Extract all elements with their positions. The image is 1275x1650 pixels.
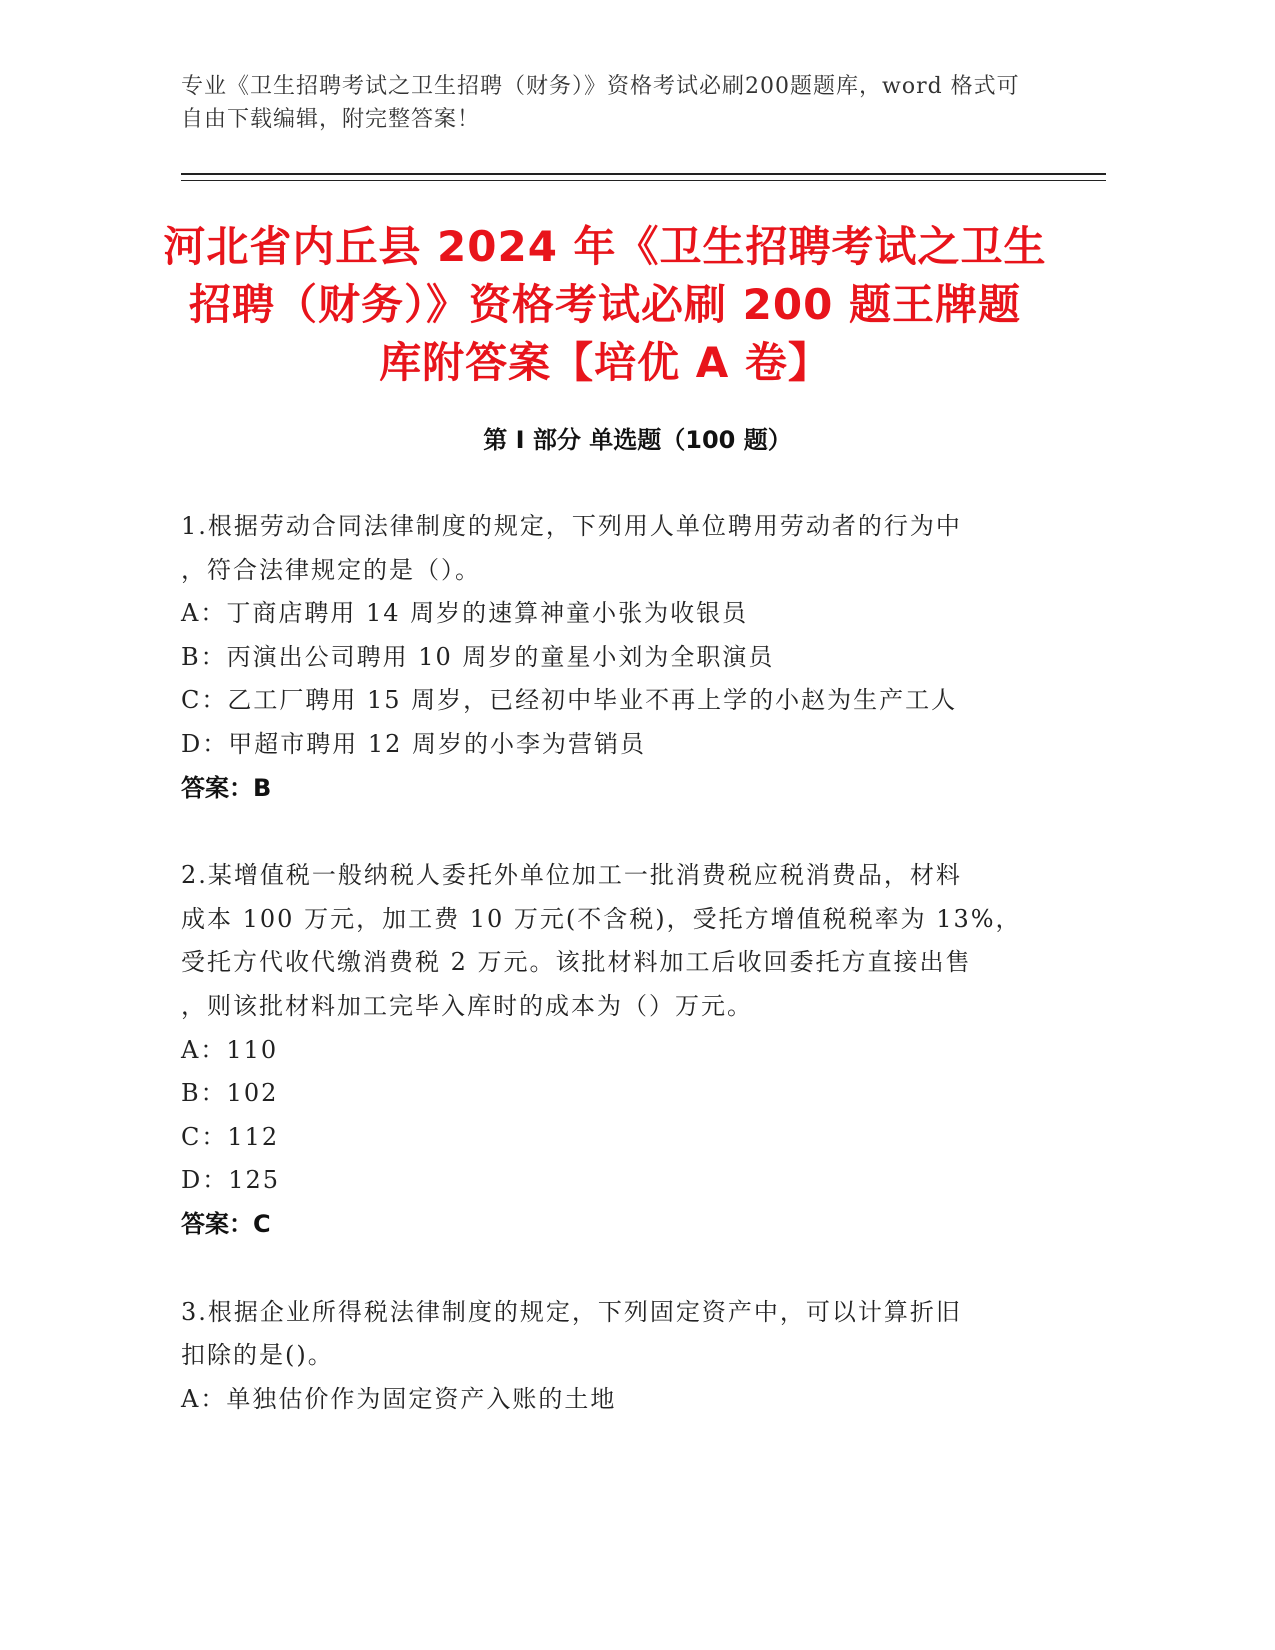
header-rule-thin [181, 180, 1106, 181]
question-stem-line: ，符合法律规定的是（）。 [181, 555, 481, 584]
option-b: B：102 [181, 1079, 279, 1108]
option-d: D：125 [181, 1166, 281, 1195]
question-list [181, 505, 1041, 1465]
question-stem-line: 扣除的是()。 [181, 1341, 334, 1370]
title-line: 库附答案【培优 A 卷】 [379, 338, 831, 387]
answer: 答案：B [181, 773, 272, 802]
question-stem-line: 2.某增值税一般纳税人委托外单位加工一批消费税应税消费品，材料 [181, 861, 962, 890]
question-stem-line: 1.根据劳动合同法律制度的规定，下列用人单位聘用劳动者的行为中 [181, 512, 962, 540]
question-1 [181, 505, 1041, 810]
option-d: D：甲超市聘用 12 周岁的小李为营销员 [181, 729, 647, 758]
title-line: 河北省内丘县 2024 年《卫生招聘考试之卫生 [163, 222, 1047, 271]
question-stem-line: 3.根据企业所得税法律制度的规定，下列固定资产中，可以计算折旧 [181, 1297, 962, 1326]
question-3 [181, 1291, 1041, 1422]
section-heading: 第 I 部分 单选题（100 题） [483, 426, 792, 454]
header-rule-thick [181, 173, 1106, 175]
option-c: C：112 [181, 1122, 280, 1151]
question-2 [181, 854, 1041, 1246]
title-line: 招聘（财务）》资格考试必刷 200 题王牌题 [189, 280, 1021, 329]
question-stem-line: ，则该批材料加工完毕入库时的成本为（）万元。 [181, 991, 753, 1020]
question-stem-line: 受托方代收代缴消费税 2 万元。该批材料加工后收回委托方直接出售 [181, 948, 972, 977]
option-b: B：丙演出公司聘用 10 周岁的童星小刘为全职演员 [181, 642, 775, 671]
option-a: A：110 [181, 1035, 279, 1064]
header-note: 专业《卫生招聘考试之卫生招聘（财务）》资格考试必刷200题题库，word 格式可自由下载编辑，附完整答案！ [181, 74, 1020, 132]
question-stem-line: 成本 100 万元，加工费 10 万元(不含税)，受托方增值税税率为 13%， [181, 904, 1022, 933]
answer: 答案：C [181, 1209, 271, 1238]
option-a: A：单独估价作为固定资产入账的土地 [181, 1384, 617, 1413]
document-title [160, 218, 1050, 392]
option-c: C：乙工厂聘用 15 周岁，已经初中毕业不再上学的小赵为生产工人 [181, 686, 958, 715]
option-a: A：丁商店聘用 14 周岁的速算神童小张为收银员 [181, 599, 749, 628]
